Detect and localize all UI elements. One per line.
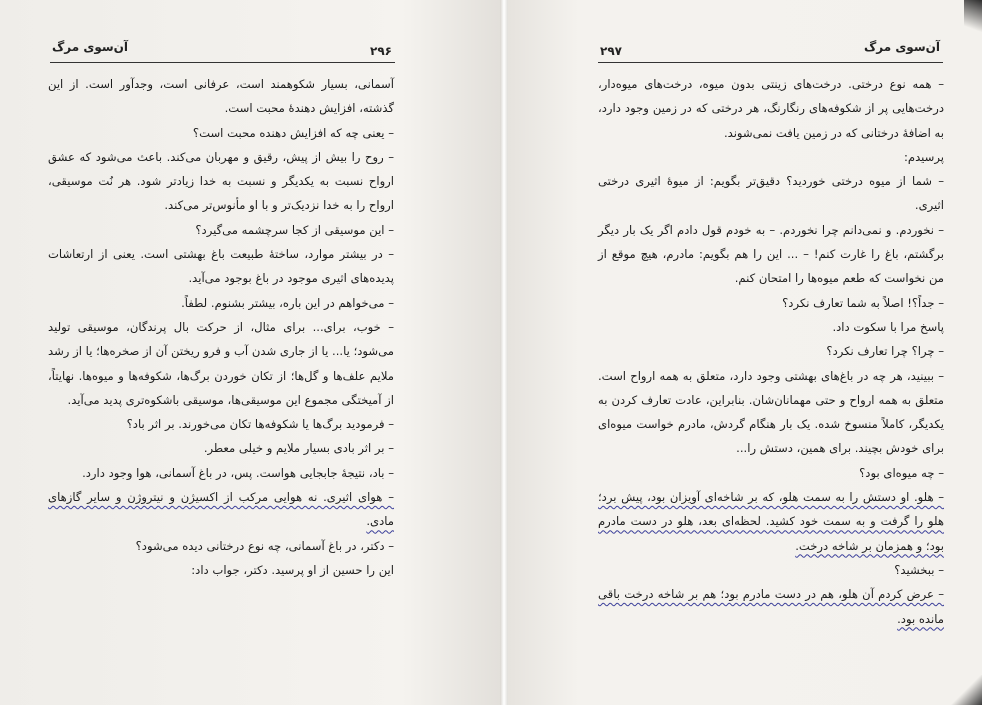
- right-paragraph-1: – همه نوع درختی. درخت‌های زینتی بدون میوه، درخت‌های میوه‌دار، درخت‌هایی پر از شکوفه‌های رنگارنگ، هر درختی که در زمین وجود دارد، به اضافهٔ درختانی که در زمین یافت نمی‌شوند.: [598, 77, 944, 140]
- right-paragraph-6: پاسخ مرا با سکوت داد.: [832, 319, 944, 334]
- left-header-rule: [50, 62, 395, 63]
- left-paragraph-7: – خوب، برای... برای مثال، از حرکت بال پرندگان، موسیقی تولید می‌شود؛ یا... یا از جاری شدن آب و فرو ریختن آن از صخره‌ها؛ یا از رشد ملایم علف‌ها و گل‌ها؛ از تکان خوردن برگ‌ها، شکوفه‌ها و میوه‌ها. نهایتاً، از آمیختگی مجموع این موسیقی‌ها، موسیقی باشکوه‌تری پدید می‌آید.: [48, 319, 394, 407]
- left-page-header: [52, 38, 392, 60]
- right-paragraph-3: – شما از میوه درختی خوردید؟ دقیق‌تر بگویم: از میوهٔ اثیری درختی اثیری.: [598, 174, 944, 213]
- right-paragraph-4: – نخوردم. و نمی‌دانم چرا نخوردم. – به خودم قول دادم اگر یک بار دیگر برگشتم، باغ را غارت کنم! – ... این را هم بگویم: مادرم، هیچ موقع از من نخواست که طعم میوه‌ها را امتحان کنم.: [598, 222, 944, 286]
- left-paragraph-2: – یعنی چه که افزایش دهنده محبت است؟: [192, 125, 394, 140]
- left-paragraph-13: این را حسین از او پرسید. دکتر، جواب داد:: [191, 562, 394, 577]
- right-paragraph-2: پرسیدم:: [903, 149, 944, 164]
- left-page-body: [48, 72, 394, 582]
- right-header-rule: [598, 62, 943, 63]
- left-paragraph-11-underlined: – هوای اثیری. نه هوایی مرکب از اکسیژن و نیتروژن و سایر گازهای مادی.: [48, 490, 394, 529]
- left-paragraph-5: – در بیشتر موارد، ساختهٔ طبیعت باغ بهشتی است. یعنی از ارتعاشات پدیده‌های اثیری موجود در باغ بوجود می‌آید.: [48, 247, 394, 286]
- right-paragraph-8: – ببینید، هر چه در باغ‌های بهشتی وجود دارد، متعلق به همه ارواح است. متعلق به همه ارواح و حتی مهمانان‌شان. بنابراین، عادت تعارف کردن به یکدیگر، کاملاً منسوخ شده. یک بار هنگام گردش، مادرم خواست میوه‌ای برای خودش بچیند. برای همین، دستش را...: [598, 368, 944, 456]
- left-paragraph-12: – دکتر، در باغ آسمانی، چه نوع درختانی دیده می‌شود؟: [135, 538, 394, 553]
- left-page-number: ۲۹۶: [370, 44, 392, 58]
- right-page: [508, 0, 982, 705]
- right-paragraph-12-underlined: – عرض کردم آن هلو، هم در دست مادرم بود؛ هم بر شاخه درخت باقی مانده بود.: [598, 587, 944, 626]
- right-paragraph-10-underlined: – هلو. او دستش را به سمت هلو، که بر شاخه‌ای آویزان بود، پیش برد؛ هلو را گرفت و به سمت خود کشید. لحظه‌ای بعد، هلو در دست مادرم بود؛ و همزمان بر شاخه درخت.: [598, 490, 944, 553]
- right-page-header: [600, 38, 940, 60]
- left-paragraph-6: – می‌خواهم در این باره، بیشتر بشنوم. لطفاً.: [181, 295, 394, 310]
- left-paragraph-1: آسمانی، بسیار شکوهمند است، عرفانی است، وجدآور است. از این گذشته، افزایش دهندهٔ محبت است.: [48, 77, 394, 116]
- left-paragraph-9: – بر اثر بادی بسیار ملایم و خیلی معطر.: [203, 441, 394, 456]
- left-paragraph-8: – فرمودید برگ‌ها یا شکوفه‌ها تکان می‌خورند. بر اثر باد؟: [126, 417, 394, 432]
- page-corner-shadow-bottom: [942, 675, 982, 705]
- right-running-title: آن‌سوی مرگ: [863, 40, 940, 54]
- right-paragraph-11: – ببخشید؟: [894, 562, 944, 577]
- left-running-title: آن‌سوی مرگ: [52, 40, 129, 54]
- page-corner-shadow-top: [964, 0, 982, 40]
- right-paragraph-7: – چرا؟ چرا تعارف نکرد؟: [826, 344, 944, 359]
- left-paragraph-10: – باد، نتیجهٔ جابجایی هواست. پس، در باغ آسمانی، هوا وجود دارد.: [82, 465, 394, 480]
- right-paragraph-9: – چه میوه‌ای بود؟: [859, 465, 944, 480]
- left-paragraph-4: – این موسیقی از کجا سرچشمه می‌گیرد؟: [195, 222, 394, 237]
- left-paragraph-3: – روح را بیش از پیش، رقیق و مهربان می‌کند. باعث می‌شود که عشق ارواح نسبت به یکدیگر و نسبت به خدا زیادتر شود. هر نُت موسیقی، ارواح را به خدا نزدیک‌تر و با او مأنوس‌تر می‌کند.: [48, 149, 394, 213]
- right-page-body: [598, 72, 944, 631]
- right-paragraph-5: – جداً؟! اصلاً به شما تعارف نکرد؟: [782, 295, 944, 310]
- right-page-number: ۲۹۷: [600, 44, 622, 58]
